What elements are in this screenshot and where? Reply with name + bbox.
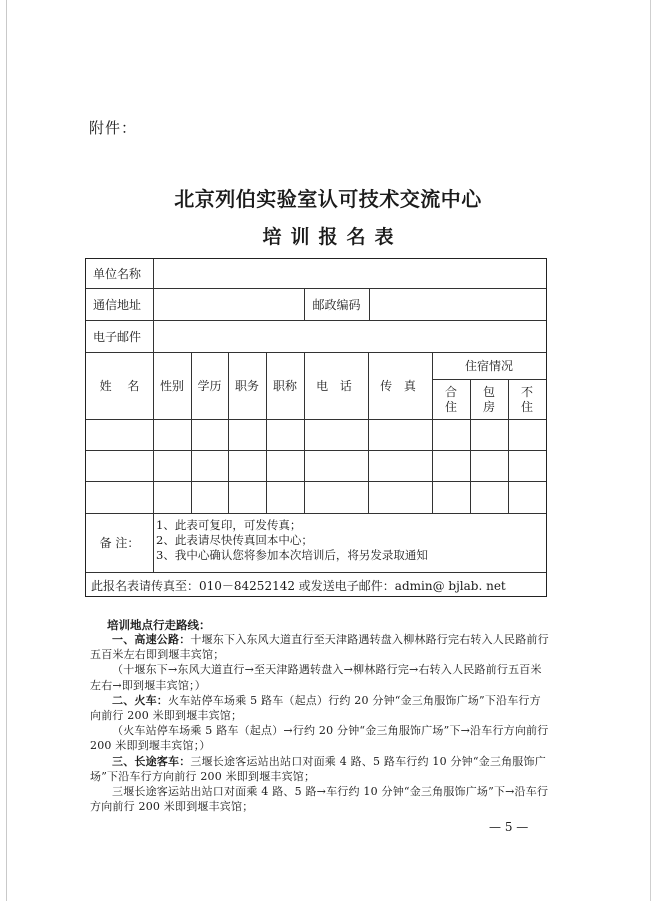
- fax-instruction: 此报名表请传真至：010－84252142 或发送电子邮件：admin@ bjlab. net: [91, 579, 506, 593]
- route-train: [90, 693, 550, 723]
- note-item: 3、我中心确认您将参加本次培训后，将另发录取通知: [156, 548, 428, 562]
- postcode-label: 邮政编码: [312, 297, 361, 312]
- route-train-text: 火车站停车场乘 5 路车（起点）行约 20 分钟“金三角服饰广场”下沿车行方向前行 200 米即到堰丰宾馆；: [90, 693, 541, 723]
- document-subtitle: 培训报名表: [262, 226, 403, 248]
- lodging-whole-line1: 包: [482, 384, 495, 399]
- route-highway-summary: （十堰东下→东风大道直行→至天津路遇转盘入→柳林路行完→右转入人民路前行五百米左右→即到堰丰宾馆；）: [90, 663, 542, 692]
- page-number: — 5 —: [489, 820, 529, 834]
- header-education: 学历: [197, 379, 222, 393]
- unit-name-label: 单位名称: [93, 267, 142, 281]
- route-train-lead: 二、火车：: [112, 693, 168, 707]
- header-position: 职务: [234, 379, 259, 393]
- notes-label: 备 注：: [99, 536, 140, 550]
- row-divider: [86, 481, 546, 482]
- row-divider: [86, 450, 546, 451]
- note-item: 2、此表请尽快传真回本中心；: [156, 533, 313, 547]
- header-lodging-none: [508, 380, 546, 419]
- note-item: 1、此表可复印，可发传真；: [156, 518, 302, 532]
- header-title: 职称: [272, 379, 297, 393]
- route-highway-text: 十堰东下入东风大道直行至天津路遇转盘入柳林路行完右转入人民路前行五百米左右即到堰丰宾馆；: [90, 633, 549, 662]
- route-coach: [90, 754, 550, 784]
- row-divider: [86, 572, 546, 573]
- attachment-label: 附件：: [89, 119, 138, 137]
- route-coach-text: 三堰长途客运站出站口对面乘 4 路、5 路车行约 10 分钟“金三角服饰广场”下沿车行方向前行 200 米即到堰丰宾馆；: [90, 754, 546, 783]
- route-highway-lead: 一、高速公路：: [112, 633, 191, 646]
- header-fax: 传 真: [380, 379, 420, 393]
- lodging-shared-line2: 住: [444, 399, 457, 414]
- header-name: 姓 名: [99, 379, 146, 393]
- row-divider: [86, 419, 546, 420]
- route-train-summary: （火车站停车场乘 5 路车（起点）→行约 20 分钟“金三角服饰广场”下→沿车行方向前行 200 米即到堰丰宾馆；）: [90, 724, 549, 753]
- header-lodging: 住宿情况: [464, 359, 513, 373]
- lodging-none-line2: 住: [520, 399, 533, 414]
- notes-list: [156, 518, 428, 563]
- routes-text: [90, 632, 550, 814]
- row-divider: [86, 320, 546, 321]
- header-gender: 性别: [159, 379, 184, 393]
- route-coach-lead: 三、长途客车：: [112, 754, 191, 768]
- header-lodging-shared: [432, 380, 470, 419]
- route-coach-summary: 三堰长途客运站出站口对面乘 4 路、5 路→车行约 10 分钟“金三角服饰广场”下→沿车行方向前行 200 米即到堰丰宾馆；: [90, 785, 549, 814]
- column-divider: [369, 288, 370, 320]
- email-label: 电子邮件: [93, 329, 142, 344]
- header-phone: 电 话: [316, 379, 356, 393]
- lodging-none-line1: 不: [520, 384, 533, 399]
- document-title: 北京列伯实验室认可技术交流中心: [174, 187, 482, 211]
- routes-title: 培训地点行走路线：: [107, 618, 211, 632]
- scan-edge-right: [650, 0, 651, 901]
- address-label: 通信地址: [93, 297, 142, 312]
- lodging-whole-line2: 房: [482, 399, 495, 414]
- lodging-shared-line1: 合: [444, 384, 457, 399]
- scan-edge-left: [6, 0, 7, 901]
- header-lodging-whole-room: [470, 380, 508, 419]
- row-divider: [86, 513, 546, 514]
- route-highway: [90, 632, 550, 662]
